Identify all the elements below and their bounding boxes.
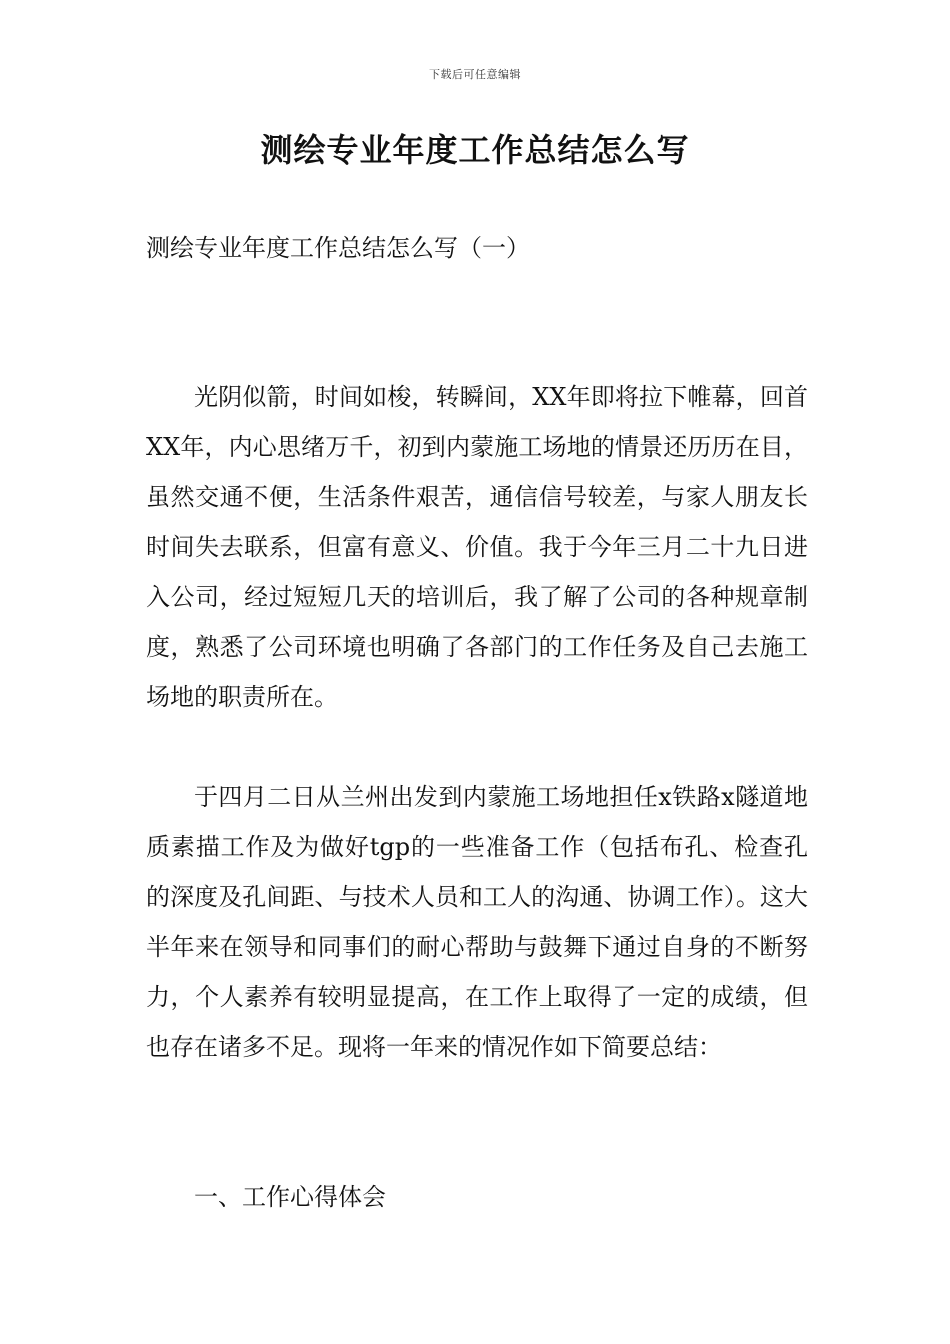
body-paragraph: 于四月二日从兰州出发到内蒙施工场地担任x铁路x隧道地质素描工作及为做好tgp的一些准备工作（包括布孔、检查孔的深度及孔间距、与技术人员和工人的沟通、协调工作）。这大半年来在领导和同事们的耐心帮助与鼓舞下通过自身的不断努力，个人素养有较明显提高，在工作上取得了一定的成绩，但也存在诸多不足。现将一年来的情况作如下简要总结： bbox=[146, 783, 808, 1061]
document-title: 测绘专业年度工作总结怎么写 bbox=[260, 131, 690, 169]
document-subtitle: 测绘专业年度工作总结怎么写（一） bbox=[146, 234, 530, 262]
header-note: 下载后可任意编辑 bbox=[429, 68, 521, 81]
section-heading: 一、工作心得体会 bbox=[194, 1183, 386, 1211]
body-paragraph: 光阴似箭，时间如梭，转瞬间，XX年即将拉下帷幕，回首XX年，内心思绪万千，初到内蒙施工场地的情景还历历在目，虽然交通不便，生活条件艰苦，通信信号较差，与家人朋友长时间失去联系，但富有意义、价值。我于今年三月二十九日进入公司，经过短短几天的培训后，我了解了公司的各种规章制度，熟悉了公司环境也明确了各部门的工作任务及自己去施工场地的职责所在。 bbox=[146, 383, 808, 711]
